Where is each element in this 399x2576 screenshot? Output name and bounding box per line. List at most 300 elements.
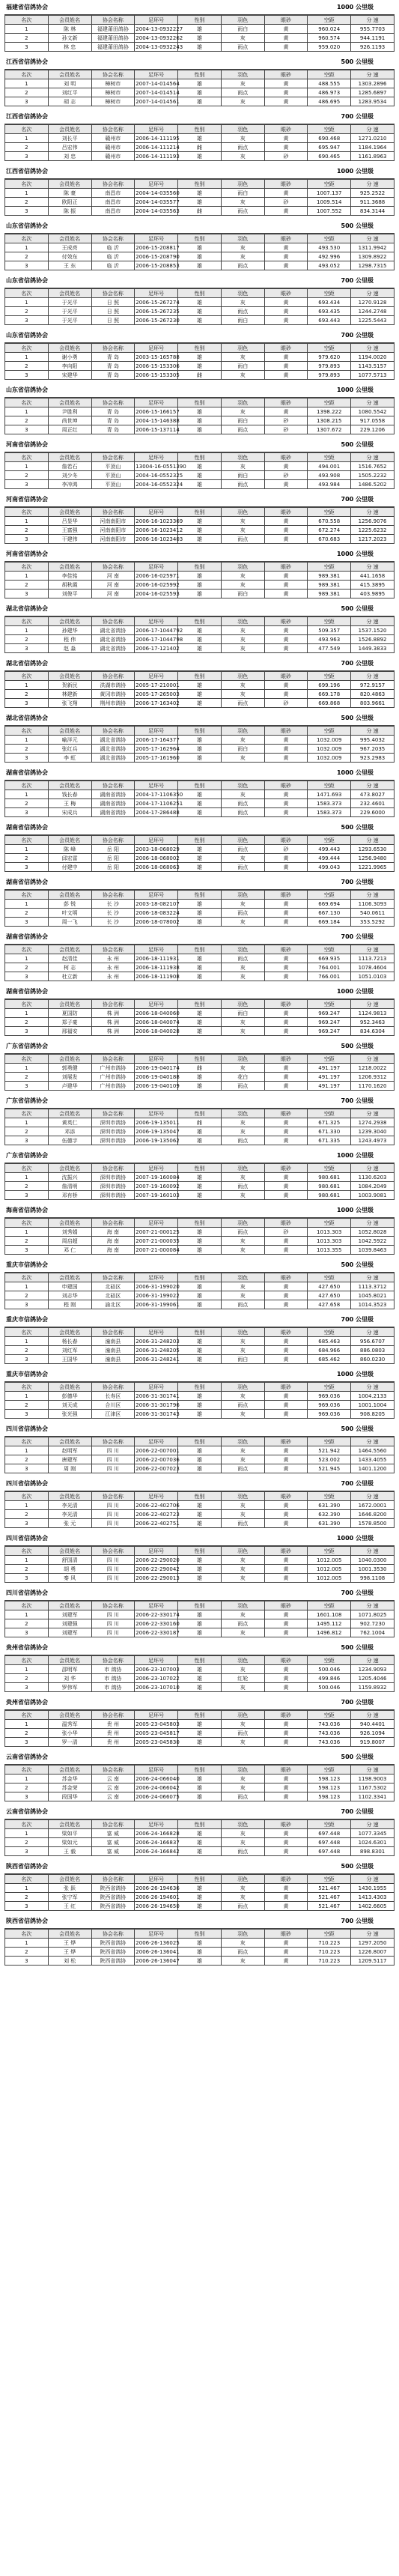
column-header: 名次 [5, 453, 49, 462]
table-cell: 刘天成 [48, 1401, 91, 1410]
header-row [5, 453, 395, 462]
table-cell: 967.2035 [351, 745, 395, 754]
table-cell: 河 南 [91, 581, 135, 590]
table-cell: 雄 [178, 88, 222, 97]
table-cell: 苏金华 [48, 1775, 91, 1783]
table-cell: 2006-22-290013 [135, 1575, 180, 1581]
table-cell: 2006-22-330160 [135, 1620, 180, 1627]
table-cell: 四 川 [91, 1464, 135, 1473]
table-cell: 2006-26-194601 [135, 1894, 180, 1900]
block-header [4, 1533, 395, 1546]
table-cell: 3 [5, 316, 49, 325]
table-cell: 3 [5, 972, 49, 981]
table-cell: 富 威 [91, 1838, 135, 1847]
table-cell: 四 川 [91, 1510, 135, 1519]
column-header: 足环号 [135, 234, 178, 243]
table-cell: 黄 [264, 1118, 308, 1127]
table-cell: 湖北省鸽协 [91, 754, 135, 763]
table-cell: 云 南 [91, 1775, 135, 1783]
column-header: 名次 [5, 16, 49, 25]
column-header: 名次 [5, 1766, 49, 1775]
column-header: 分 速 [351, 16, 395, 25]
race-block [4, 111, 395, 166]
table-cell: 河南南阳市 [91, 535, 135, 544]
table-cell: 2 [5, 1674, 49, 1683]
table-cell: 672.274 [308, 526, 351, 535]
table-cell: 黄 [264, 1783, 308, 1792]
table-cell: 四 川 [91, 1519, 135, 1528]
table-cell: 2006-22-402751 [135, 1520, 180, 1527]
race-distance: 700 公里级 [341, 1589, 374, 1596]
table-row [5, 644, 395, 653]
column-header: 空距 [308, 1492, 351, 1501]
column-header: 性别 [178, 1383, 222, 1392]
table-cell: 灰 [221, 1064, 264, 1073]
table-row [5, 1191, 395, 1200]
column-header: 眼砂 [264, 1875, 308, 1884]
table-cell: 雨白 [221, 1009, 264, 1018]
table-cell: 427.650 [308, 1282, 351, 1291]
table-cell: 3 [5, 1628, 49, 1637]
column-header: 会员姓名 [48, 1492, 91, 1501]
column-header: 协会名称 [91, 1383, 135, 1392]
results-table [4, 343, 395, 380]
table-cell: 2006-22-402706 [135, 1502, 180, 1509]
table-cell: 雄 [178, 918, 222, 927]
header-row [5, 234, 395, 243]
column-header: 名次 [5, 125, 49, 134]
table-cell: 黄 [264, 517, 308, 526]
table-cell: 潼南县 [91, 1337, 135, 1346]
results-table [4, 398, 395, 434]
column-header: 会员姓名 [48, 1219, 91, 1228]
table-cell: 湖北省鸽协 [91, 745, 135, 754]
table-cell: 刘建强 [48, 1619, 91, 1628]
table-cell: 福建莆田鸽协 [91, 43, 135, 52]
table-row [5, 1246, 395, 1255]
column-header: 分 速 [351, 1055, 395, 1064]
table-cell: 四 川 [91, 1628, 135, 1637]
table-cell: 1084.2049 [351, 1182, 395, 1191]
table-cell: 张 跃 [48, 1884, 91, 1893]
table-cell: 764.001 [308, 963, 351, 972]
column-header: 名次 [5, 1820, 49, 1829]
table-cell: 河南南阳市 [91, 517, 135, 526]
table-cell: 黄 [264, 854, 308, 863]
table-cell: 黄 [264, 1519, 308, 1528]
column-header: 羽色 [221, 1930, 264, 1939]
table-cell: 2005-17-162964 [135, 745, 180, 752]
column-header: 名次 [5, 836, 49, 845]
table-cell: 2 [5, 198, 49, 207]
table-cell: 谢小勇 [48, 353, 91, 362]
table-cell: 灰 [221, 1027, 264, 1036]
column-header: 空距 [308, 1437, 351, 1446]
table-cell: 1170.1620 [351, 1082, 395, 1091]
table-cell: 3 [5, 1410, 49, 1419]
table-cell: 市 鸽协 [91, 1683, 135, 1692]
table-cell: 李光清 [48, 1501, 91, 1510]
table-cell: 灰 [221, 152, 264, 161]
table-row [5, 1337, 395, 1346]
table-cell: 2006-18-111931 [135, 955, 180, 962]
table-cell: 491.197 [308, 1073, 351, 1082]
table-cell: 2006-19-135047 [135, 1128, 180, 1135]
table-cell: 雄 [178, 79, 222, 88]
table-cell: 赵 淼 [48, 644, 91, 653]
header-row [5, 1437, 395, 1446]
table-cell: 潼南县 [91, 1346, 135, 1355]
table-cell: 2 [5, 1073, 49, 1082]
header-row [5, 289, 395, 298]
table-cell: 灰 [221, 790, 264, 799]
table-cell: 夏国防 [48, 1009, 91, 1018]
table-cell: 雨点 [221, 799, 264, 808]
table-cell: 523.002 [308, 1455, 351, 1464]
table-cell: 1 [5, 1939, 49, 1948]
table-cell: 427.658 [308, 1300, 351, 1309]
table-cell: 云 南 [91, 1792, 135, 1801]
column-header: 性别 [178, 1766, 222, 1775]
table-row [5, 1291, 395, 1300]
table-cell: 黄 [264, 963, 308, 972]
table-cell: 697.448 [308, 1847, 351, 1856]
table-cell: 深圳市鸽协 [91, 1136, 135, 1145]
block-header [4, 1478, 395, 1491]
table-cell: 1234.9093 [351, 1665, 395, 1674]
table-row [5, 854, 395, 863]
table-cell: 舒国清 [48, 1556, 91, 1565]
race-block [4, 1150, 395, 1204]
table-cell: 969.247 [308, 1009, 351, 1018]
table-cell: 灰 [221, 97, 264, 106]
column-header: 名次 [5, 1000, 49, 1009]
column-header: 协会名称 [91, 1656, 135, 1665]
table-cell: 2 [5, 1401, 49, 1410]
results-table [4, 999, 395, 1036]
race-distance: 700 公里级 [341, 933, 374, 940]
association-name: 河南省信鸽协会 [6, 551, 48, 557]
column-header: 会员姓名 [48, 1875, 91, 1884]
association-name: 贵州省信鸽协会 [6, 1699, 48, 1706]
table-cell: 杨长春 [48, 1337, 91, 1346]
table-cell: 693.435 [308, 307, 351, 316]
table-cell: 685.462 [308, 1355, 351, 1364]
column-header: 名次 [5, 1383, 49, 1392]
column-header: 协会名称 [91, 1547, 135, 1556]
block-header [4, 658, 395, 671]
table-cell: 黄 [264, 581, 308, 590]
table-cell: 刘俊平 [48, 590, 91, 598]
table-cell: 493.052 [308, 261, 351, 270]
table-cell: 灰 [221, 1783, 264, 1792]
association-name: 云南省信鸽协会 [6, 1808, 48, 1815]
column-header: 羽色 [221, 727, 264, 736]
header-row [5, 836, 395, 845]
column-header: 分 速 [351, 727, 395, 736]
table-cell: 钱长春 [48, 790, 91, 799]
table-row [5, 1027, 395, 1036]
table-cell: 于光平 [48, 307, 91, 316]
column-header: 会员姓名 [48, 234, 91, 243]
table-cell: 雄 [178, 635, 222, 644]
table-cell: 1 [5, 845, 49, 854]
table-row [5, 690, 395, 699]
table-cell: 1505.2232 [351, 471, 395, 480]
table-cell: 雄 [178, 1838, 222, 1847]
column-header: 空距 [308, 1219, 351, 1228]
table-cell: 黄 [264, 1064, 308, 1073]
table-cell: 株 洲 [91, 1018, 135, 1027]
table-cell: 693.443 [308, 316, 351, 325]
table-row [5, 1082, 395, 1091]
column-header: 羽色 [221, 508, 264, 517]
table-cell: 刘 忠 [48, 152, 91, 161]
table-row [5, 1064, 395, 1073]
table-cell: 黄 [264, 1720, 308, 1729]
table-cell: 黄 [264, 1847, 308, 1856]
results-table [4, 1382, 395, 1419]
column-header: 会员姓名 [48, 1000, 91, 1009]
header-row [5, 1766, 395, 1775]
table-cell: 3 [5, 1519, 49, 1528]
column-header: 空距 [308, 1328, 351, 1337]
column-header: 协会名称 [91, 617, 135, 626]
table-cell: 青 岛 [91, 407, 135, 416]
table-cell: 湖北省鸽协 [91, 635, 135, 644]
table-cell: 486.973 [308, 88, 351, 97]
header-row [5, 617, 395, 626]
table-cell: 1496.812 [308, 1628, 351, 1637]
table-cell: 2006-15-166157 [135, 408, 180, 415]
table-cell: 黄 [264, 1237, 308, 1246]
table-cell: 3 [5, 754, 49, 763]
table-cell: 雄 [178, 1182, 222, 1191]
table-cell: 雄 [178, 1847, 222, 1856]
table-cell: 2 [5, 143, 49, 152]
table-cell: 长 沙 [91, 900, 135, 909]
column-header: 分 速 [351, 836, 395, 845]
table-cell: 1042.5922 [351, 1237, 395, 1246]
association-name: 湖南省信鸽协会 [6, 988, 48, 995]
block-header [4, 166, 395, 179]
table-row [5, 517, 395, 526]
header-row [5, 125, 395, 134]
table-cell: 灰 [221, 252, 264, 261]
table-cell: 1430.1955 [351, 1884, 395, 1893]
column-header: 协会名称 [91, 234, 135, 243]
column-header: 性别 [178, 1273, 222, 1282]
column-header: 眼砂 [264, 508, 308, 517]
table-cell: 2006-23-107022 [135, 1675, 180, 1682]
table-cell: 998.1108 [351, 1574, 395, 1583]
table-cell: 雄 [178, 1574, 222, 1583]
table-cell: 1256.9480 [351, 854, 395, 863]
table-cell: 3 [5, 1300, 49, 1309]
table-row [5, 626, 395, 635]
results-table [4, 1874, 395, 1911]
table-cell: 雄 [178, 909, 222, 918]
table-cell: 1 [5, 298, 49, 307]
column-header: 眼砂 [264, 1273, 308, 1282]
table-cell: 477.549 [308, 644, 351, 653]
table-cell: 雄 [178, 900, 222, 909]
table-cell: 灰 [221, 1838, 264, 1847]
table-cell: 1013.303 [308, 1228, 351, 1237]
table-cell: 雄 [178, 471, 222, 480]
table-cell: 1239.3040 [351, 1127, 395, 1136]
column-header: 分 速 [351, 1820, 395, 1829]
table-cell: 959.020 [308, 43, 351, 52]
column-header: 性别 [178, 945, 222, 954]
column-header: 足环号 [135, 1875, 178, 1884]
table-cell: 黄 [264, 307, 308, 316]
table-cell: 521.945 [308, 1464, 351, 1473]
table-cell: 雄 [178, 416, 222, 425]
race-distance: 1000 公里级 [336, 387, 374, 393]
table-cell: 陈 林 [48, 25, 91, 34]
table-cell: 灰 [221, 298, 264, 307]
table-row [5, 808, 395, 817]
race-block [4, 1369, 395, 1423]
table-cell: 2007-21-000084 [135, 1246, 180, 1253]
race-distance: 500 公里级 [341, 1261, 374, 1268]
column-header: 会员姓名 [48, 1164, 91, 1173]
column-header: 足环号 [135, 1820, 178, 1829]
table-cell: 黄 [264, 1510, 308, 1519]
table-cell: 詹若石 [48, 462, 91, 471]
table-cell: 2006-22-290042 [135, 1566, 180, 1572]
table-cell: 803.9661 [351, 699, 395, 708]
table-cell: 周正红 [48, 425, 91, 434]
table-cell: 2 [5, 1565, 49, 1574]
column-header: 名次 [5, 1547, 49, 1556]
results-table [4, 781, 395, 817]
table-cell: 1243.4973 [351, 1136, 395, 1145]
table-cell: 1398.222 [308, 407, 351, 416]
column-header: 名次 [5, 1875, 49, 1884]
block-header [4, 1095, 395, 1109]
race-block [4, 1751, 395, 1806]
table-cell: 灰 [221, 1018, 264, 1027]
table-cell: 孙建华 [48, 626, 91, 635]
header-row [5, 891, 395, 900]
table-row [5, 1173, 395, 1182]
race-distance: 700 公里级 [341, 277, 374, 284]
table-cell: 雄 [178, 1410, 222, 1419]
table-cell: 雄 [178, 1027, 222, 1036]
table-row [5, 1939, 395, 1948]
table-cell: 黄 [264, 1355, 308, 1364]
column-header: 分 速 [351, 781, 395, 790]
column-header: 空距 [308, 727, 351, 736]
table-cell: 王国华 [48, 1355, 91, 1364]
table-cell: 3 [5, 1738, 49, 1747]
table-cell: 雄 [178, 690, 222, 699]
table-cell: 陈 振 [48, 207, 91, 216]
column-header: 羽色 [221, 1109, 264, 1118]
table-row [5, 736, 395, 745]
column-header: 协会名称 [91, 1328, 135, 1337]
association-name: 重庆市信鸽协会 [6, 1371, 48, 1378]
table-cell: 989.381 [308, 581, 351, 590]
table-cell: 黄 [264, 462, 308, 471]
table-cell: 黄 [264, 790, 308, 799]
column-header: 羽色 [221, 1219, 264, 1228]
table-cell: 江津区 [91, 1410, 135, 1419]
table-cell: 3 [5, 1136, 49, 1145]
table-cell: 雄 [178, 1073, 222, 1082]
column-header: 协会名称 [91, 1437, 135, 1446]
table-cell: 岳 阳 [91, 863, 135, 872]
table-cell: 1274.2938 [351, 1118, 395, 1127]
column-header: 名次 [5, 672, 49, 681]
table-cell: 3 [5, 97, 49, 106]
race-block [4, 1423, 395, 1478]
table-cell: 598.123 [308, 1792, 351, 1801]
table-cell: 1013.355 [308, 1246, 351, 1255]
column-header: 性别 [178, 1109, 222, 1118]
table-cell: 1 [5, 1392, 49, 1401]
table-cell: 2006-24-066075 [135, 1793, 180, 1800]
table-cell: 2006-22-402723 [135, 1511, 180, 1518]
table-cell: 1014.3523 [351, 1300, 395, 1309]
table-cell: 710.223 [308, 1939, 351, 1948]
column-header: 空距 [308, 945, 351, 954]
column-header: 分 速 [351, 234, 395, 243]
table-cell: 2006-24-066042 [135, 1784, 180, 1791]
column-header: 足环号 [135, 727, 178, 736]
table-cell: 黄 [264, 1082, 308, 1091]
table-row [5, 371, 395, 380]
table-cell: 孙文新 [48, 34, 91, 43]
column-header: 空距 [308, 617, 351, 626]
results-table [4, 1054, 395, 1091]
column-header: 羽色 [221, 453, 264, 462]
column-header: 眼砂 [264, 1164, 308, 1173]
column-header: 眼砂 [264, 1601, 308, 1610]
column-header: 协会名称 [91, 1820, 135, 1829]
table-cell: 广州市鸽协 [91, 1064, 135, 1073]
table-cell: 1012.005 [308, 1556, 351, 1565]
table-cell: 雌 [178, 143, 222, 152]
column-header: 协会名称 [91, 563, 135, 572]
table-cell: 3 [5, 1464, 49, 1473]
column-header: 空距 [308, 1766, 351, 1775]
table-cell: 张红兵 [48, 745, 91, 754]
table-cell: 黄 [264, 88, 308, 97]
table-cell: 493.963 [308, 635, 351, 644]
table-cell: 海 南 [91, 1237, 135, 1246]
column-header: 空距 [308, 836, 351, 845]
table-row [5, 243, 395, 252]
table-cell: 黄 [264, 1665, 308, 1674]
table-cell: 灰 [221, 1246, 264, 1255]
table-cell: 雨白 [221, 745, 264, 754]
table-cell: 赣州市 [91, 134, 135, 143]
results-table [4, 507, 395, 544]
table-cell: 平顶山 [91, 480, 135, 489]
table-cell: 2006-15-267230 [135, 317, 180, 324]
race-distance: 1000 公里级 [336, 988, 374, 995]
table-cell: 1226.8007 [351, 1948, 395, 1957]
table-cell: 1 [5, 1337, 49, 1346]
table-cell: 1471.693 [308, 790, 351, 799]
header-row [5, 563, 395, 572]
table-cell: 雄 [178, 754, 222, 763]
table-cell: 2 [5, 1729, 49, 1738]
table-cell: 黄 [264, 207, 308, 216]
